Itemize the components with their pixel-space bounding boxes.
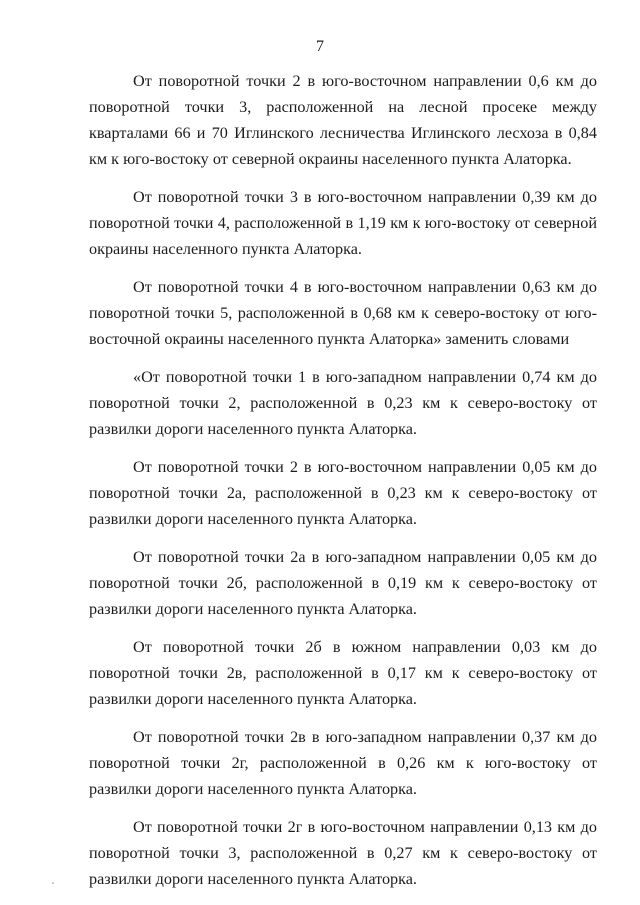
paragraph-9: От поворотной точки 2г в юго-восточном направлении 0,13 км до поворотной точки 3, расположенной в 0,27 км к северо-востоку от развилки дороги населенного пункта Алаторка. <box>89 818 597 888</box>
paragraph-6: От поворотной точки 2а в юго-западном направлении 0,05 км до поворотной точки 2б, расположенной в 0,19 км к северо-востоку от развилки дороги населенного пункта Алаторка. <box>89 548 597 618</box>
paragraph-5: От поворотной точки 2 в юго-восточном направлении 0,05 км до поворотной точки 2а, расположенной в 0,23 км к северо-востоку от развилки дороги населенного пункта Алаторка. <box>89 458 597 528</box>
scan-artifact-dot <box>52 882 54 884</box>
document-body <box>89 68 597 904</box>
paragraph-1: От поворотной точки 2 в юго-восточном направлении 0,6 км до поворотной точки 3, расположенной на лесной просеке между кварталами 66 и 70 Иглинского лесничества Иглинского лесхоза в 0,84 км к юго-востоку от северной окраины населенного пункта Алаторка. <box>89 72 597 168</box>
paragraph-7: От поворотной точки 2б в южном направлении 0,03 км до поворотной точки 2в, расположенной в 0,17 км к северо-востоку от развилки дороги населенного пункта Алаторка. <box>89 638 597 708</box>
page-number: 7 <box>316 38 324 55</box>
paragraph-4: «От поворотной точки 1 в юго-западном направлении 0,74 км до поворотной точки 2, расположенной в 0,23 км к северо-востоку от развилки дороги населенного пункта Алаторка. <box>89 368 597 438</box>
paragraph-3: От поворотной точки 4 в юго-восточном направлении 0,63 км до поворотной точки 5, расположенной в 0,68 км к северо-востоку от юго-восточной окраины населенного пункта Алаторка» заменить словами <box>89 278 597 348</box>
paragraph-2: От поворотной точки 3 в юго-восточном направлении 0,39 км до поворотной точки 4, расположенной в 1,19 км к юго-востоку от северной окраины населенного пункта Алаторка. <box>89 188 597 258</box>
paragraph-8: От поворотной точки 2в в юго-западном направлении 0,37 км до поворотной точки 2г, расположенной в 0,26 км к юго-востоку от развилки дороги населенного пункта Алаторка. <box>89 728 597 798</box>
